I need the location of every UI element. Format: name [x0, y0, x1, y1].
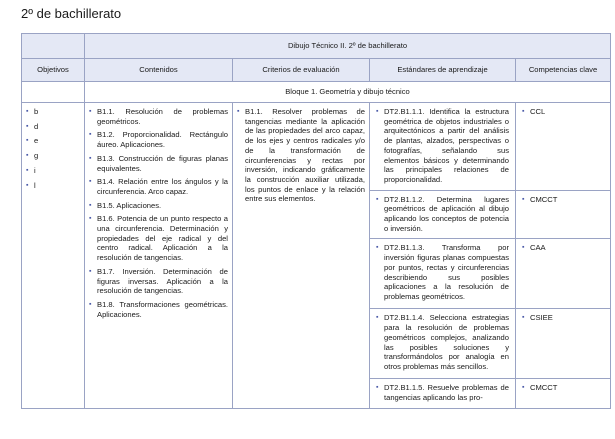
content-item: ▪ B1.8. Transformaciones geométricas. Aplicaciones.	[89, 300, 228, 319]
col-header-estandares: Estándares de aprendizaje	[370, 59, 516, 82]
competence-text: ▪ CSIEE	[522, 313, 604, 323]
objective-item: ▪ i	[26, 166, 80, 176]
competence-cell	[516, 190, 611, 239]
col-header-criterios: Criterios de evaluación	[233, 59, 370, 82]
content-item: ▪ B1.1. Resolución de problemas geométricos.	[89, 107, 228, 126]
standard-text: ▪ DT2.B1.1.4. Selecciona estrategias para la resolución de problemas geométricos complejos, analizando las posibles soluciones y transformándolos por analogía en otros problemas más sencillos.	[376, 313, 509, 371]
objective-item: ▪ l	[26, 181, 80, 191]
page-heading: 2º de bachillerato	[21, 6, 122, 21]
content-item: ▪ B1.7. Inversión. Determinación de figuras inversas. Aplicación a la resolución de tangencias.	[89, 267, 228, 296]
standard-cell	[370, 190, 516, 239]
competence-text: ▪ CMCCT	[522, 195, 604, 205]
block-spacer-cell	[22, 82, 85, 103]
competence-text: ▪ CMCCT	[522, 383, 604, 393]
standard-text: ▪ DT2.B1.1.2. Determina lugares geométricos de aplicación al dibujo aplicando los conceptos de potencia o inversión.	[376, 195, 509, 234]
content-item: ▪ B1.6. Potencia de un punto respecto a una circunferencia. Determinación y propiedades del eje radical y del centro radical. Aplicación a la resolución de tangencias.	[89, 214, 228, 263]
criteria-cell	[233, 103, 370, 409]
standard-text: ▪ DT2.B1.1.5. Resuelve problemas de tangencias aplicando las pro-	[376, 383, 509, 402]
standard-cell	[370, 309, 516, 379]
curriculum-table	[21, 33, 611, 409]
competence-cell	[516, 103, 611, 191]
competence-text: ▪ CAA	[522, 243, 604, 253]
col-header-objetivos: Objetivos	[22, 59, 85, 82]
standard-text: ▪ DT2.B1.1.1. Identifica la estructura geométrica de objetos industriales o arquitectónicos a partir del análisis de plantas, alzados, perspectivas o fotografías, señalando sus elementos básicos y determinando las principales relaciones de proporcionalidad.	[376, 107, 509, 185]
objectives-cell	[22, 103, 85, 409]
table-title: Dibujo Técnico II. 2º de bachillerato	[85, 34, 611, 59]
competence-cell	[516, 309, 611, 379]
contents-cell	[85, 103, 233, 409]
standard-text: ▪ DT2.B1.1.3. Transforma por inversión figuras planas compuestas por puntos, rectas y circunferencias describiendo sus posibles aplicaciones a la resolución de problemas geométricos.	[376, 243, 509, 301]
content-item: ▪ B1.3. Construcción de figuras planas equivalentes.	[89, 154, 228, 173]
block-title: Bloque 1. Geometría y dibujo técnico	[85, 82, 611, 103]
objective-item: ▪ b	[26, 107, 80, 117]
competence-text: ▪ CCL	[522, 107, 604, 117]
col-header-contenidos: Contenidos	[85, 59, 233, 82]
competence-cell	[516, 239, 611, 309]
competence-cell	[516, 379, 611, 409]
col-header-competencias: Competencias clave	[516, 59, 611, 82]
content-item: ▪ B1.4. Relación entre los ángulos y la circunferencia. Arco capaz.	[89, 177, 228, 196]
standard-cell	[370, 103, 516, 191]
content-item: ▪ B1.5. Aplicaciones.	[89, 201, 228, 211]
objective-item: ▪ d	[26, 122, 80, 132]
header-spacer-cell	[22, 34, 85, 59]
content-item: ▪ B1.2. Proporcionalidad. Rectángulo áureo. Aplicaciones.	[89, 130, 228, 149]
objective-item: ▪ e	[26, 136, 80, 146]
objective-item: ▪ g	[26, 151, 80, 161]
standard-cell	[370, 239, 516, 309]
standard-cell	[370, 379, 516, 409]
criteria-item: ▪ B1.1. Resolver problemas de tangencias mediante la aplicación de las propiedades del arco capaz, de los ejes y centros radicales y/o de la transformación de circunferencias y rectas por inversión, indicando gráficamente la construcción auxiliar utilizada, los puntos de enlace y la relación entre sus elementos.	[237, 107, 365, 204]
